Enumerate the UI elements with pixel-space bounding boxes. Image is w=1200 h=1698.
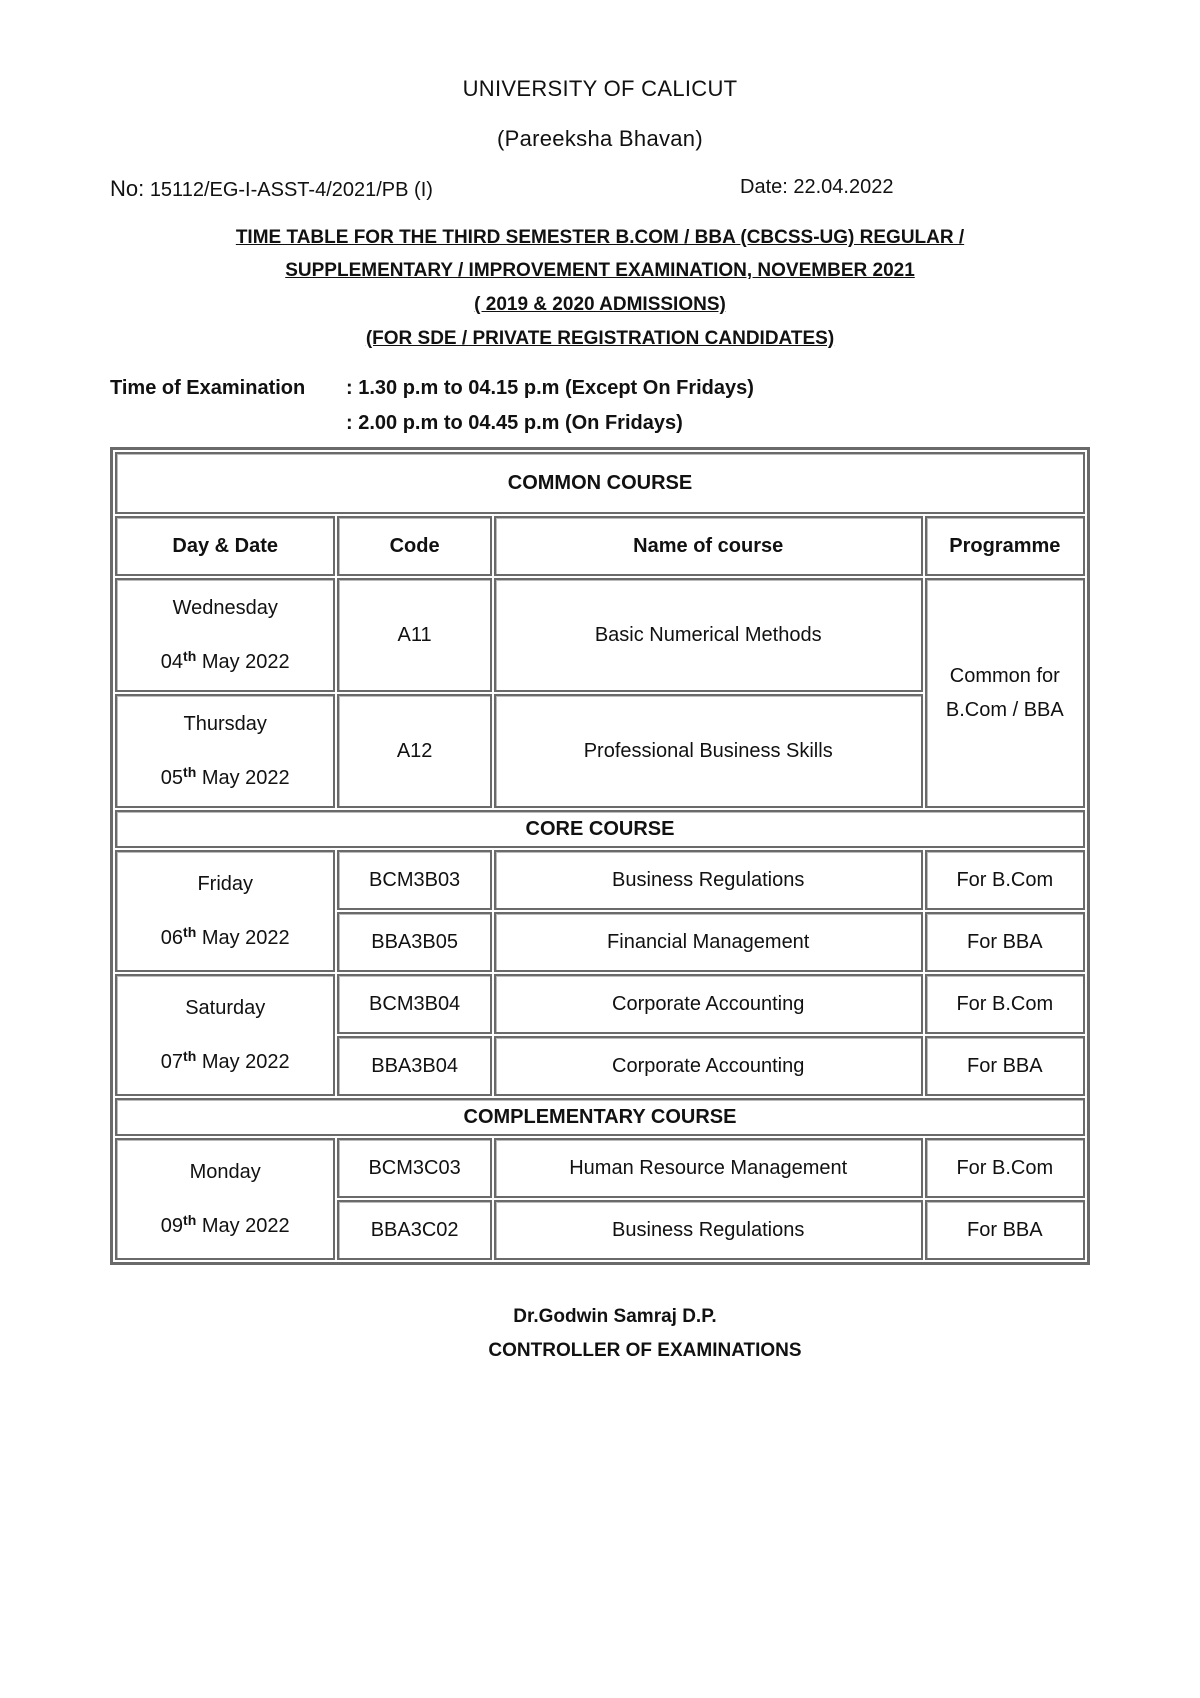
- notice-date: Date: 22.04.2022: [740, 176, 894, 198]
- date-text: [121, 764, 329, 792]
- date-cell-friday: [115, 850, 335, 972]
- office-title: (Pareeksha Bhavan): [497, 126, 703, 151]
- date-num: 07: [160, 1051, 184, 1073]
- programme-line-2: B.Com / BBA: [945, 699, 1064, 721]
- date-suffix: th: [183, 924, 197, 940]
- course-name: Professional Business Skills: [494, 694, 923, 808]
- course-code: BBA3B04: [337, 1036, 491, 1096]
- day-name: Saturday: [185, 997, 266, 1019]
- col-code: Code: [337, 516, 491, 576]
- date-suffix: th: [183, 764, 197, 780]
- date-num: 09: [160, 1215, 184, 1237]
- time-line-2: : 2.00 p.m to 04.45 p.m (On Fridays): [346, 412, 683, 434]
- col-course-name: Name of course: [494, 516, 923, 576]
- date-text: [121, 1048, 329, 1076]
- complementary-course-title: COMPLEMENTARY COURSE: [115, 1098, 1085, 1136]
- reference-value: 15112/EG-I-ASST-4/2021/PB (I): [149, 179, 433, 201]
- date-cell-monday: [115, 1138, 335, 1260]
- col-programme: Programme: [925, 516, 1085, 576]
- date-text: [121, 924, 329, 952]
- month-year: May 2022: [196, 651, 290, 673]
- month-year: May 2022: [196, 1215, 290, 1237]
- course-name: Corporate Accounting: [494, 974, 923, 1034]
- date-suffix: th: [183, 648, 197, 664]
- core-course-title: CORE COURSE: [115, 810, 1085, 848]
- reference-label: No:: [110, 176, 145, 201]
- day-name: Wednesday: [172, 597, 278, 619]
- signatory-title: CONTROLLER OF EXAMINATIONS: [488, 1340, 802, 1361]
- programme: For B.Com: [925, 974, 1085, 1034]
- programme: For BBA: [925, 1036, 1085, 1096]
- common-course-title: COMMON COURSE: [115, 452, 1085, 514]
- course-name: Basic Numerical Methods: [494, 578, 923, 692]
- day-name: Friday: [197, 873, 254, 895]
- date-text: [121, 1212, 329, 1240]
- course-name: Business Regulations: [494, 1200, 923, 1260]
- heading-line-2: SUPPLEMENTARY / IMPROVEMENT EXAMINATION, NOVEMBER 2021: [285, 260, 915, 281]
- date-text: [121, 648, 329, 676]
- programme-line-1: Common for: [949, 665, 1060, 687]
- time-line-1: : 1.30 p.m to 04.15 p.m (Except On Fridays): [346, 377, 754, 399]
- course-code: BCM3B03: [337, 850, 491, 910]
- course-name: Financial Management: [494, 912, 923, 972]
- date-cell-saturday: [115, 974, 335, 1096]
- course-name: Corporate Accounting: [494, 1036, 923, 1096]
- date-suffix: th: [183, 1048, 197, 1064]
- heading-line-1: TIME TABLE FOR THE THIRD SEMESTER B.COM / BBA (CBCSS-UG) REGULAR /: [235, 227, 965, 248]
- day-name: Thursday: [183, 713, 267, 735]
- reference-number: [110, 176, 433, 202]
- course-code: BBA3C02: [337, 1200, 491, 1260]
- date-cell-wednesday: [115, 578, 335, 692]
- col-day-date: Day & Date: [115, 516, 335, 576]
- programme: For B.Com: [925, 850, 1085, 910]
- date-num: 05: [160, 767, 184, 789]
- university-title: UNIVERSITY OF CALICUT: [462, 76, 738, 101]
- course-name: Business Regulations: [494, 850, 923, 910]
- heading-line-4: (FOR SDE / PRIVATE REGISTRATION CANDIDATES): [365, 328, 835, 349]
- day-name: Monday: [189, 1161, 261, 1183]
- date-num: 04: [160, 651, 184, 673]
- month-year: May 2022: [196, 1051, 290, 1073]
- date-cell-thursday: [115, 694, 335, 808]
- course-code: A12: [337, 694, 491, 808]
- date-num: 06: [160, 927, 184, 949]
- common-programme: [925, 578, 1085, 808]
- course-code: BCM3B04: [337, 974, 491, 1034]
- course-name: Human Resource Management: [494, 1138, 923, 1198]
- heading-line-3: ( 2019 & 2020 ADMISSIONS): [474, 294, 726, 315]
- course-code: BBA3B05: [337, 912, 491, 972]
- month-year: May 2022: [196, 927, 290, 949]
- course-code: BCM3C03: [337, 1138, 491, 1198]
- date-suffix: th: [183, 1212, 197, 1228]
- month-year: May 2022: [196, 767, 290, 789]
- course-code: A11: [337, 578, 491, 692]
- programme: For BBA: [925, 912, 1085, 972]
- timetable: [110, 447, 1090, 1265]
- time-label: Time of Examination: [110, 377, 306, 399]
- programme: For BBA: [925, 1200, 1085, 1260]
- signatory-name: Dr.Godwin Samraj D.P.: [513, 1306, 717, 1327]
- programme: For B.Com: [925, 1138, 1085, 1198]
